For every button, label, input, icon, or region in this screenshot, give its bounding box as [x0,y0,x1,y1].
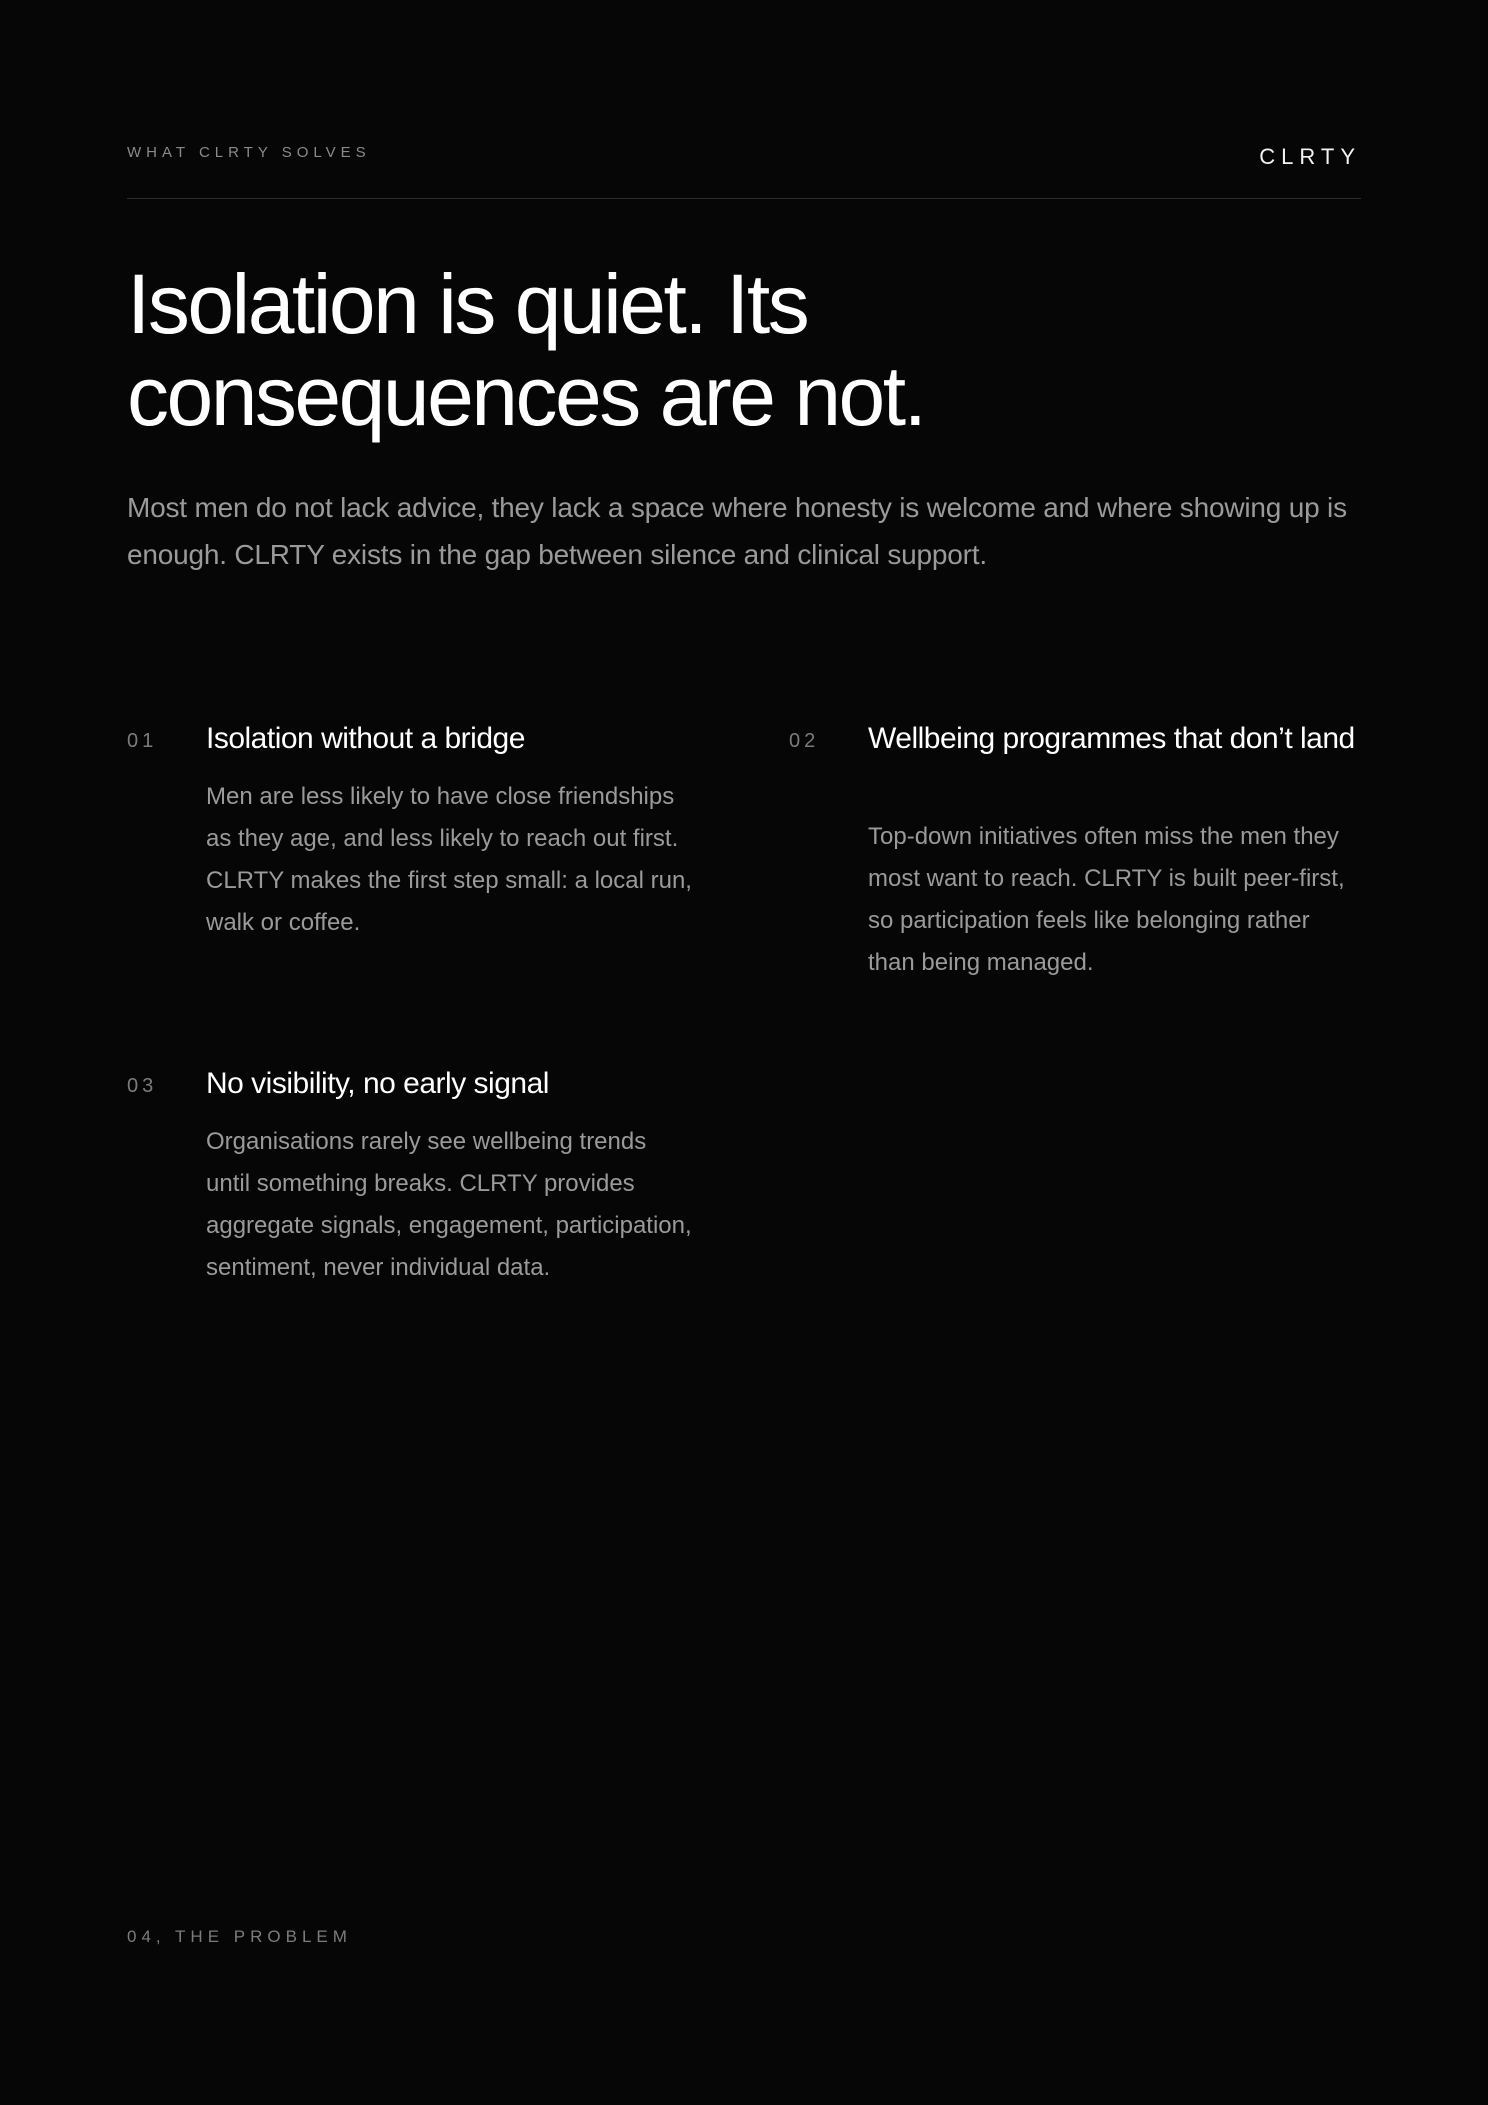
section-eyebrow: WHAT CLRTY SOLVES [127,144,371,161]
problem-number: 01 [127,730,158,752]
problem-title: Isolation without a bridge [206,722,525,755]
brand-logo: CLRTY [1259,144,1361,169]
page-headline [127,258,1227,442]
headline-line-1: Isolation is quiet. Its [127,257,808,351]
problem-number: 02 [789,730,820,752]
intro-paragraph: Most men do not lack advice, they lack a space where honesty is welcome and where showing up is enough. CLRTY exists in the gap between silence and clinical support. [127,492,1347,570]
headline-line-2: consequences are not. [127,349,925,443]
slide [127,0,1361,2105]
problem-number: 03 [127,1075,158,1097]
slide-footer-label: 04, THE PROBLEM [127,1927,352,1946]
header-divider [127,198,1361,199]
problem-title: Wellbeing programmes that don’t land [868,722,1355,755]
problem-description: Men are less likely to have close friendships as they age, and less likely to reach out first. CLRTY makes the first step small: a local run, walk or coffee. [206,783,692,936]
problem-description: Top-down initiatives often miss the men they most want to reach. CLRTY is built peer-first, so participation feels like belonging rather than being managed. [868,823,1345,976]
problem-title: No visibility, no early signal [206,1067,549,1100]
problem-description: Organisations rarely see wellbeing trends until something breaks. CLRTY provides aggregate signals, engagement, participation, sentiment, never individual data. [206,1128,692,1281]
